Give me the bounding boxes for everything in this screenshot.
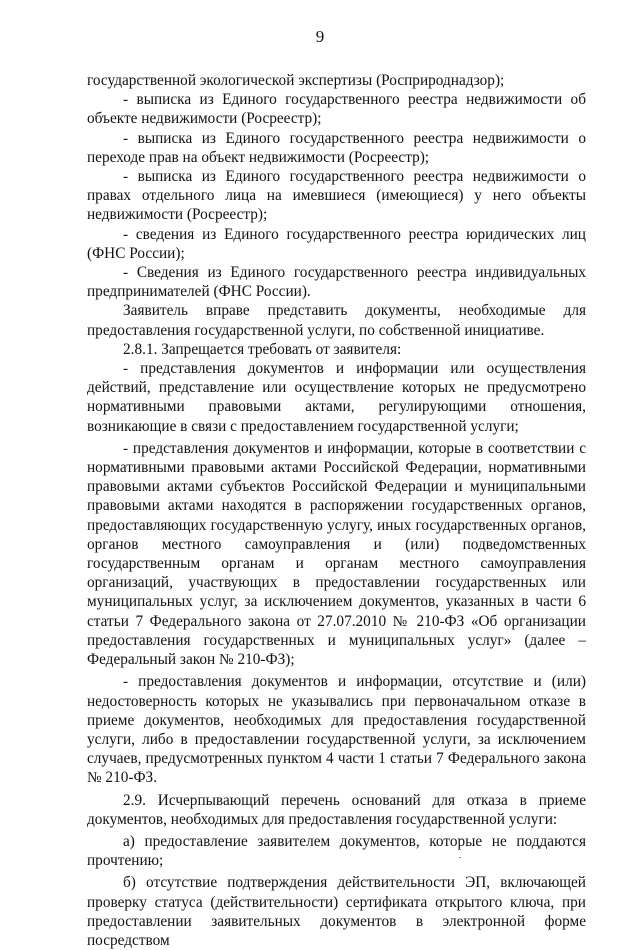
list-item-legal-entities: - сведения из Единого государственного реестра юридических лиц (ФНС России);: [87, 225, 586, 262]
paragraph-continuation: государственной экологической экспертизы (Росприроднадзор);: [87, 72, 505, 89]
section-heading-2-8-1: 2.8.1. Запрещается требовать от заявителя:: [123, 340, 402, 358]
list-item-extract-transfer: - выписка из Единого государственного реестра недвижимости о переходе прав на объект недвижимости (Росреестр);: [87, 129, 586, 166]
list-item-extract-rights: - выписка из Единого государственного реестра недвижимости о правах отдельного лица на имевшиеся (имеющиеся) у него объекты недвижимости (Росреестр);: [87, 168, 586, 224]
scan-speck: [459, 857, 461, 858]
page-number: 9: [315, 27, 325, 46]
document-body: [87, 71, 586, 950]
list-item-prohibition-3: - предоставления документов и информации, отсутствие и (или) недостоверность которых не указывались при первоначальном отказе в приеме документов, необходимых для предоставления государственной услуги, либо в предоставлении государственной услуги, за исключением случаев, предусмотренных пунктом 4 части 1 статьи 7 Федерального закона № 210-ФЗ.: [87, 673, 586, 787]
list-item-entrepreneurs: - Сведения из Единого государственного реестра индивидуальных предпринимателей (ФНС России).: [87, 264, 586, 301]
list-item-reason-b: б) отсутствие подтверждения действительности ЭП, включающей проверку статуса (действительности) сертификата открытого ключа, при предоставлении заявительных документов в электронной форме посредством: [87, 874, 586, 949]
list-item-prohibition-2: - представления документов и информации, которые в соответствии с нормативными правовыми актами Российской Федерации, нормативными правовыми актами субъектов Российской Федерации и муниципальными правовыми актами находятся в распоряжении государственных органов, предоставляющих государственную услугу, иных государственных органов, органов местного самоуправления и (или) подведомственных государственным органам и органам местного самоуправления организаций, участвующих в предоставлении государственных или муниципальных услуг, за исключением документов, указанных в части 6 статьи 7 Федерального закона от 27.07.2010 № 210-ФЗ «Об организации предоставления государственных и муниципальных услуг» (далее – Федеральный закон № 210-ФЗ);: [87, 439, 586, 669]
paragraph-applicant-right: Заявитель вправе представить документы, необходимые для предоставления государственной услуги, по собственной инициативе.: [87, 302, 586, 339]
list-item-extract-object: - выписка из Единого государственного реестра недвижимости об объекте недвижимости (Росреестр);: [87, 91, 586, 128]
section-heading-2-9: 2.9. Исчерпывающий перечень оснований для отказа в приеме документов, необходимых для предоставления государственной услуги:: [87, 791, 586, 828]
list-item-reason-a: а) предоставление заявителем документов, которые не поддаются прочтению;: [87, 832, 586, 870]
list-item-prohibition-1: - представления документов и информации или осуществления действий, представление или осуществление которых не предусмотрено нормативными правовыми актами, регулирующими отношения, возникающие в связи с предоставлением государственной услуги;: [87, 360, 586, 435]
